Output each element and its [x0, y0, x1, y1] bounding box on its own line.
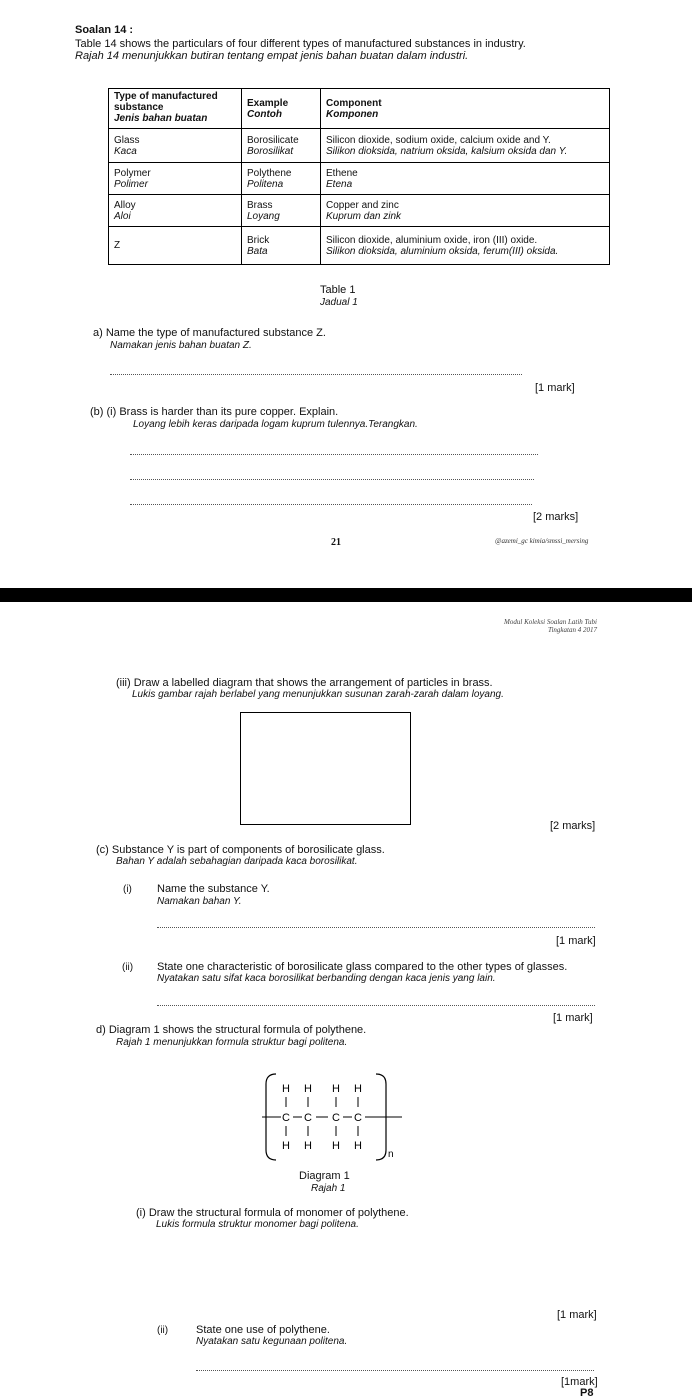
mark-label: [1 mark] [535, 382, 575, 394]
question-b-i: (b) (i) Brass is harder than its pure copper. Explain. [90, 406, 339, 418]
answer-line[interactable] [130, 479, 534, 480]
hydrogen-atom: H [304, 1140, 312, 1152]
carbon-atom: C [354, 1112, 362, 1124]
question-c-ii-malay: Nyatakan satu sifat kaca borosilikat berbanding dengan kaca jenis yang lain. [157, 973, 496, 984]
question-d-malay: Rajah 1 menunjukkan formula struktur bagi politena. [116, 1037, 348, 1048]
hydrogen-atom: H [354, 1140, 362, 1152]
header-component: Component Komponen [321, 89, 610, 129]
footer-credit: @azemi_gc kimia/smssi_mersing [495, 537, 589, 545]
answer-line[interactable] [157, 1005, 595, 1006]
question-c-i: Name the substance Y. [157, 883, 270, 895]
page-number: 21 [331, 537, 341, 548]
header-type: Type of manufactured substance Jenis bahan buatan [109, 89, 242, 129]
diagram-caption: Diagram 1 [299, 1170, 350, 1182]
table-row: Alloy Aloi Brass Loyang Copper and zinc Kuprum dan zink [109, 195, 610, 227]
drawing-answer-box[interactable] [240, 712, 411, 825]
intro-english: Table 14 shows the particulars of four different types of manufactured substances in industry. [75, 38, 526, 50]
table-row: Polymer Polimer Polythene Politena Ethene Etena [109, 163, 610, 195]
answer-line[interactable] [130, 504, 532, 505]
worksheet-page-1 [0, 0, 692, 588]
hydrogen-atom: H [332, 1140, 340, 1152]
answer-line[interactable] [157, 927, 595, 928]
question-c-malay: Bahan Y adalah sebahagian daripada kaca borosilikat. [116, 856, 358, 867]
header-example: Example Contoh [242, 89, 321, 129]
hydrogen-atom: H [282, 1083, 290, 1095]
sub-number: (ii) [157, 1325, 169, 1336]
mark-label: [1 mark] [557, 1309, 597, 1321]
question-c-ii: State one characteristic of borosilicate glass compared to the other types of glasses. [157, 961, 568, 973]
mark-label: [1 mark] [556, 935, 596, 947]
table-row: Glass Kaca Borosilicate Borosilikat Silicon dioxide, sodium oxide, calcium oxide and Y. Silikon dioksida, natrium oksida, kalsium oksida dan Y. [109, 129, 610, 163]
table-caption-malay: Jadual 1 [320, 297, 358, 308]
question-b-iii: (iii) Draw a labelled diagram that shows the arrangement of particles in brass. [116, 677, 493, 689]
question-d: d) Diagram 1 shows the structural formula of polythene. [96, 1024, 367, 1036]
sub-number: (i) [123, 884, 132, 895]
answer-line[interactable] [130, 454, 538, 455]
question-d-i-malay: Lukis formula struktur monomer bagi politena. [156, 1219, 359, 1230]
polythene-structural-formula [262, 1070, 412, 1165]
diagram-caption-malay: Rajah 1 [311, 1183, 346, 1194]
question-a-malay: Namakan jenis bahan buatan Z. [110, 340, 252, 351]
question-b-iii-malay: Lukis gambar rajah berlabel yang menunjukkan susunan zarah-zarah dalam loyang. [132, 689, 504, 700]
question-d-ii: State one use of polythene. [196, 1324, 330, 1336]
question-d-i: (i) Draw the structural formula of monomer of polythene. [136, 1207, 409, 1219]
question-c: (c) Substance Y is part of components of borosilicate glass. [96, 844, 385, 856]
question-d-ii-malay: Nyatakan satu kegunaan politena. [196, 1336, 348, 1347]
substances-table [108, 88, 610, 265]
hydrogen-atom: H [282, 1140, 290, 1152]
question-b-i-malay: Loyang lebih keras daripada logam kuprum tulennya.Terangkan. [133, 419, 418, 430]
mark-label: [2 marks] [550, 820, 596, 832]
page-code: P8 [580, 1387, 594, 1399]
carbon-atom: C [282, 1112, 290, 1124]
table-caption: Table 1 [320, 284, 356, 296]
carbon-atom: C [304, 1112, 312, 1124]
hydrogen-atom: H [354, 1083, 362, 1095]
answer-line[interactable] [196, 1370, 594, 1371]
module-header: Modul Koleksi Soalan Latih Tubi Tingkatan 4 2017 [504, 618, 597, 634]
hydrogen-atom: H [332, 1083, 340, 1095]
question-a: a) Name the type of manufactured substance Z. [93, 327, 326, 339]
table-row: Z Brick Bata Silicon dioxide, aluminium oxide, iron (III) oxide. Silikon dioksida, aluminium oksida, ferum(III) oksida. [109, 227, 610, 265]
question-c-i-malay: Namakan bahan Y. [157, 896, 242, 907]
repeat-subscript: n [388, 1149, 394, 1160]
intro-malay: Rajah 14 menunjukkan butiran tentang empat jenis bahan buatan dalam industri. [75, 50, 469, 62]
question-number: Soalan 14 : [75, 24, 134, 36]
mark-label: [1mark] [561, 1376, 598, 1388]
sub-number: (ii) [122, 962, 134, 973]
answer-line[interactable] [110, 374, 522, 375]
hydrogen-atom: H [304, 1083, 312, 1095]
mark-label: [1 mark] [553, 1012, 593, 1024]
mark-label: [2 marks] [533, 511, 579, 523]
table-header-row [109, 89, 610, 129]
carbon-atom: C [332, 1112, 340, 1124]
